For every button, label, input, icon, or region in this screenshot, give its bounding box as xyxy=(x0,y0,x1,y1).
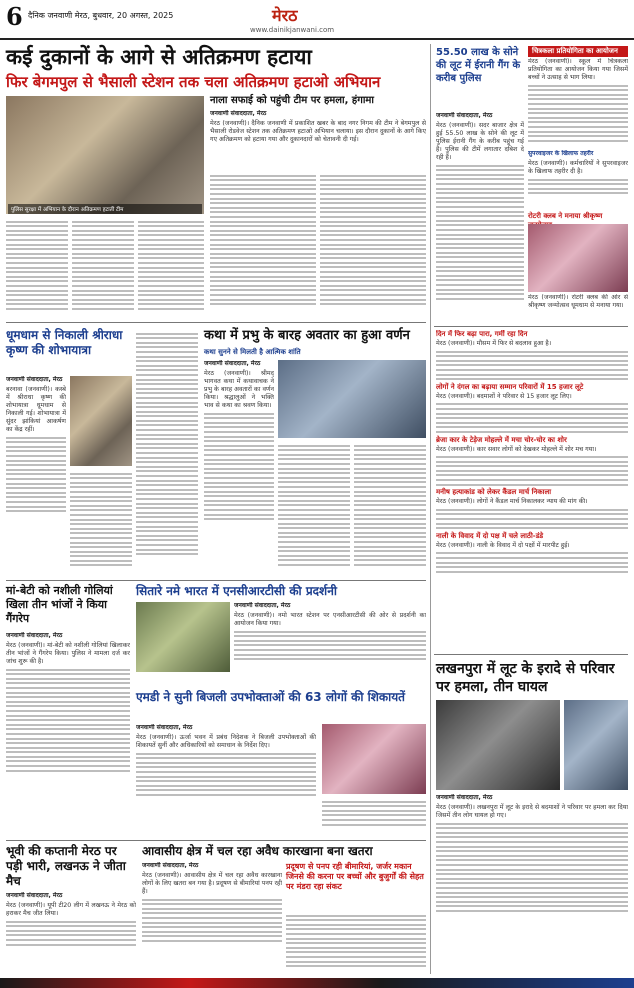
brief-title-5: नाली के विवाद में दो पक्ष में चले लाठी-डंडे xyxy=(436,531,544,540)
right-divider xyxy=(434,326,628,327)
briefs-column xyxy=(436,330,628,650)
md-complaints-headline: एमडी ने सुनी बिजली उपभोक्ताओं की 63 लोगों की शिकायतें xyxy=(136,690,406,704)
footer-color-bar xyxy=(0,978,634,988)
exhibition-text: मेरठ (जनवाणी)। नमो भारत स्टेशन पर एनसीआरटीसी की ओर से प्रदर्शनी का आयोजन किया गया। xyxy=(234,612,426,627)
robbery-headline: लखनपुरा में लूट के इरादे से परिवार पर हमला, तीन घायल xyxy=(436,661,615,695)
gold-robbery-body xyxy=(436,112,524,322)
painting-competition-text: मेरठ (जनवाणी)। स्कूल में चित्रकला प्रतियोगिता का आयोजन किया गया जिसमें बच्चों ने उत्साह से भाग लिया। xyxy=(528,58,628,81)
cricket-text: मेरठ (जनवाणी)। यूपी टी20 लीग में लखनऊ ने मेरठ को हराकर मैच जीत लिया। xyxy=(6,902,136,917)
masthead xyxy=(0,0,634,40)
md-portrait-photo xyxy=(322,724,426,794)
gold-robbery-headline: 55.50 लाख के सोने की लूट में ईरानी गैंग के करीब पुलिस xyxy=(436,47,521,84)
lead-kicker: नाला सफाई को पहुंची टीम पर हमला, हंगामा xyxy=(210,95,374,106)
lead-subhead: फिर बेगमपुल से भैसाली स्टेशन तक चला अतिक्रमण हटाओ अभियान xyxy=(6,73,381,91)
exhibition-headline: सितारे नमे भारत में एनसीआरटीसी की प्रदर्शनी xyxy=(136,584,337,598)
lead-col-1 xyxy=(6,218,68,318)
procession-body xyxy=(6,376,66,576)
factory-text: मेरठ (जनवाणी)। आवासीय क्षेत्र में चल रहा अवैध कारखाना लोगों के लिए खतरा बन गया है। प्रदूषण से बीमारियां पनप रही हैं। xyxy=(142,872,282,895)
katha-photo xyxy=(278,360,426,438)
column-divider xyxy=(430,44,431,974)
lead-col-5 xyxy=(320,172,426,318)
gangrape-headline: मां-बेटी को नशीली गोलियां खिला तीन भांजों ने किया गैंगरेप xyxy=(6,584,113,625)
procession-headline: धूमधाम से निकाली श्रीराधा कृष्ण की शोभायात्रा xyxy=(6,328,123,357)
supervisor-notice xyxy=(528,150,628,208)
robbery-body xyxy=(436,794,628,974)
section-title: मेरठ xyxy=(272,6,298,25)
paper-dateline: दैनिक जनवाणी मेरठ, बुधवार, 20 अगस्त, 2025 xyxy=(28,11,174,20)
lead-photo xyxy=(6,96,204,214)
middle-divider xyxy=(6,580,426,581)
md-complaints-byline: जनवाणी संवाददाता, मेरठ xyxy=(136,724,193,731)
brief-title-3: ब्रेजा कार के टेड़ेज मोहल्ले में मचा चोर-चोर का शोर xyxy=(436,435,567,444)
md-complaints-body xyxy=(136,724,316,836)
lead-body: मेरठ (जनवाणी)। दैनिक जनवाणी में प्रकाशित खबर के बाद नगर निगम की टीम ने बेगमपुल से भैसाली रोडवेज स्टेशन तक अतिक्रमण हटाओ अभियान चलाया। इस दौरान दुकानों के आगे किए गए अतिक्रमण को हटाया गया और दुकानदारों को चेतावनी दी गई। xyxy=(210,120,426,143)
lead-col-3 xyxy=(138,218,204,318)
brief-title-2: लोगों ने दंगल का बढ़ाया सम्मान परिवारों में 15 हजार लूटे xyxy=(436,382,584,391)
procession-photo xyxy=(70,376,132,466)
lead-col-4 xyxy=(210,172,316,318)
md-complaints-col-2 xyxy=(322,798,426,836)
gangrape-body xyxy=(6,632,130,836)
lead-col-2 xyxy=(72,218,134,318)
katha-body xyxy=(204,360,274,578)
factory-col-2 xyxy=(286,912,426,974)
lead-photo-caption: पुलिस सुरक्षा में अभियान के दौरान अतिक्रमण हटाती टीम xyxy=(8,204,202,214)
lower-divider xyxy=(6,840,426,841)
katha-kicker: कथा सुनने से मिलती है आत्मिक शांति xyxy=(204,348,301,356)
gangrape-text: मेरठ (जनवाणी)। मां-बेटी को नशीली गोलियां खिलाकर तीन भांजों ने गैंगरेप किया। पुलिस ने मामला दर्ज कर जांच शुरू की है। xyxy=(6,642,130,665)
rotary-club-photo xyxy=(528,224,628,292)
cricket-body xyxy=(6,892,136,974)
page-number: 6 xyxy=(6,2,23,31)
exhibition-photo xyxy=(136,602,230,672)
exhibition-body xyxy=(234,602,426,684)
robbery-photo xyxy=(436,700,560,790)
katha-headline: कथा में प्रभु के बारह अवतार का हुआ वर्णन xyxy=(204,328,410,343)
katha-col-2 xyxy=(278,442,350,578)
lead-headline: कई दुकानों के आगे से अतिक्रमण हटाया xyxy=(6,45,312,69)
factory-body xyxy=(142,862,282,974)
right-divider-2 xyxy=(434,654,628,655)
brief-text-4: मेरठ (जनवाणी)। लोगों ने कैंडल मार्च निकालकर न्याय की मांग की। xyxy=(436,498,588,506)
factory-headline: आवासीय क्षेत्र में चल रहा अवैध कारखाना बना खतरा xyxy=(142,844,373,858)
procession-col-2 xyxy=(70,470,132,576)
katha-byline: जनवाणी संवाददाता, मेरठ xyxy=(204,360,261,367)
cricket-headline: भूवी की कप्तानी मेरठ पर पड़ी भारी, लखनऊ ने जीता मैच xyxy=(6,844,126,888)
painting-competition-body xyxy=(528,58,628,148)
lead-byline: जनवाणी संवाददाता, मेरठ xyxy=(210,110,267,117)
supervisor-notice-text: मेरठ (जनवाणी)। कर्मचारियों ने सुपरवाइजर के खिलाफ तहरीर दी है। xyxy=(528,160,628,175)
section-divider xyxy=(6,322,426,323)
factory-kicker: प्रदूषण से पनप रही बीमारियां, जर्जर मकान जिनसे की करना पर बच्चों और बुजुर्गों की सेहत पर मंडरा रहा संकट xyxy=(286,862,424,891)
procession-byline: जनवाणी संवाददाता, मेरठ xyxy=(6,376,63,383)
brief-text-5: मेरठ (जनवाणी)। नाली के विवाद में दो पक्षों में मारपीट हुई। xyxy=(436,541,570,549)
gold-robbery-text: मेरठ (जनवाणी)। सदर बाजार क्षेत्र में हुई 55.50 लाख के सोने की लूट में पुलिस ईरानी गैंग के करीब पहुंच गई है। पुलिस की टीमें लगातार दबिश दे रही हैं। xyxy=(436,122,524,161)
painting-competition-title: चित्रकला प्रतियोगिता का आयोजन xyxy=(528,46,628,57)
brief-text-2: मेरठ (जनवाणी)। बदमाशों ने परिवार से 15 हजार लूट लिए। xyxy=(436,392,572,400)
gold-robbery-byline: जनवाणी संवाददाता, मेरठ xyxy=(436,112,493,119)
katha-col-3 xyxy=(354,442,426,578)
brief-text-1: मेरठ (जनवाणी)। मौसम में फिर से बदलाव हुआ है। xyxy=(436,340,552,347)
procession-col-3 xyxy=(136,330,198,576)
brief-title-4: मनीष हत्याकांड को लेकर कैंडल मार्च निकाला xyxy=(436,488,552,497)
supervisor-notice-title: सुपरवाइजर के खिलाफ तहरीर xyxy=(528,150,594,157)
procession-text: बरनावा (जनवाणी)। कस्बे में श्रीराधा कृष्ण की शोभायात्रा धूमधाम से निकाली गई। शोभायात्रा में सुंदर झांकियां आकर्षण का केंद्र रहीं। xyxy=(6,386,66,433)
cricket-byline: जनवाणी संवाददाता, मेरठ xyxy=(6,892,63,899)
md-complaints-text: मेरठ (जनवाणी)। ऊर्जा भवन में प्रबंध निदेशक ने बिजली उपभोक्ताओं की शिकायतें सुनीं और अधिकारियों को समाधान के निर्देश दिए। xyxy=(136,734,316,749)
lead-body-right xyxy=(210,110,426,170)
rotary-club-body xyxy=(528,294,628,322)
brief-text-3: मेरठ (जनवाणी)। कार सवार लोगों को देखकर मोहल्ले में शोर मच गया। xyxy=(436,445,597,453)
robbery-photo-2 xyxy=(564,700,628,790)
factory-byline: जनवाणी संवाददाता, मेरठ xyxy=(142,862,199,869)
gangrape-byline: जनवाणी संवाददाता, मेरठ xyxy=(6,632,63,639)
rotary-club-title: रोटरी क्लब ने मनाया श्रीकृष्ण xyxy=(528,212,603,220)
katha-text: मेरठ (जनवाणी)। श्रीमद् भागवत कथा में कथावाचक ने प्रभु के बारह अवतारों का वर्णन किया। श्रद्धालुओं ने भक्ति भाव से कथा का श्रवण किया। xyxy=(204,370,274,409)
robbery-byline: जनवाणी संवाददाता, मेरठ xyxy=(436,794,493,801)
exhibition-byline: जनवाणी संवाददाता, मेरठ xyxy=(234,602,291,609)
brief-title-1: दिन में फिर बढ़ा पारा, गर्मी रहा दिन xyxy=(436,330,528,338)
robbery-text: मेरठ (जनवाणी)। लखनपुरा में लूट के इरादे से बदमाशों ने परिवार पर हमला कर दिया जिसमें तीन लोग घायल हो गए। xyxy=(436,804,628,819)
rotary-club-text: मेरठ (जनवाणी)। रोटरी क्लब की ओर से श्रीकृष्ण जन्मोत्सव धूमधाम से मनाया गया। xyxy=(528,294,628,309)
paper-url: www.dainikjanwani.com xyxy=(250,26,335,34)
